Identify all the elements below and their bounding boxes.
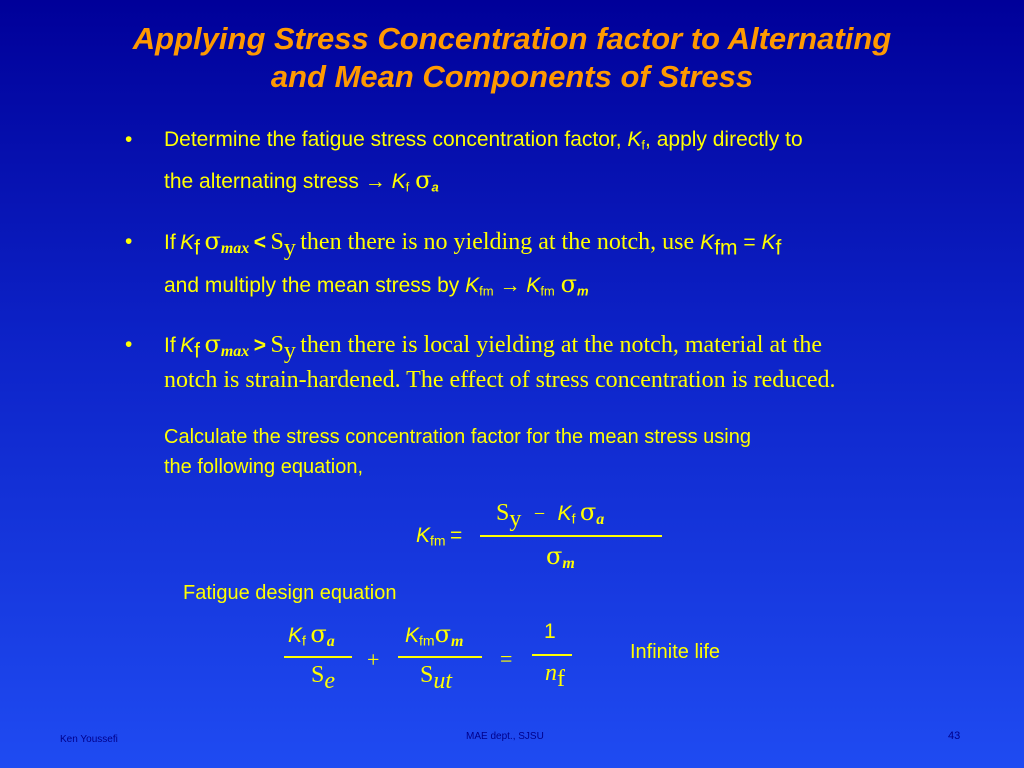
sigma-sub: a [431, 179, 439, 195]
eq1-numerator [496, 498, 605, 532]
n-sub: f [557, 666, 565, 692]
kf-sub: f [302, 632, 306, 649]
bullet-2-line-2 [164, 270, 589, 298]
sigma-symbol: σ [434, 620, 451, 648]
eq2-term1-bar [284, 656, 352, 658]
equals: = [450, 524, 463, 547]
equals-sign: = [500, 646, 513, 671]
calc-line-2: the following equation, [164, 456, 364, 478]
sigma-symbol: σ [579, 498, 597, 526]
sigma-symbol: σ [204, 330, 221, 358]
bullet-3-text: then there is local yielding at the notch, material at the [300, 332, 823, 358]
kfm-var: K [405, 624, 420, 647]
n-var: n [545, 660, 557, 686]
sigma-sub: m [562, 555, 575, 572]
arrow: → [493, 274, 527, 297]
kf-sub: f [571, 510, 576, 527]
slide-title [0, 20, 1024, 96]
bullet-marker-2: • [125, 230, 133, 253]
kfm-var: K [416, 524, 431, 547]
footer-author: Ken Youssefi [60, 734, 118, 745]
equals: = [737, 231, 762, 254]
k-sub: f [641, 137, 646, 153]
bullet-1-tail: , apply directly to [645, 128, 803, 151]
bullet-2-line-1 [164, 227, 782, 261]
rhs-numerator: 1 [544, 620, 556, 643]
eq2-rhs-bar [532, 654, 572, 656]
if-label: If [164, 334, 176, 357]
sigma-symbol: σ [546, 542, 563, 570]
k-sub: f [194, 339, 200, 363]
bullet-1-line-2 [164, 166, 439, 194]
minus: − [533, 503, 546, 525]
k-sub: f [405, 179, 410, 195]
k-var: K [180, 231, 195, 254]
sigma-symbol: σ [415, 166, 432, 194]
kf-sub: f [775, 236, 782, 260]
kfm-var: K [526, 274, 541, 297]
sut-var: S [420, 662, 434, 688]
infinite-life-label: Infinite life [630, 641, 721, 663]
bullet-2-line-2-text: and multiply the mean stress by [164, 274, 466, 297]
bullet-2-text: then there is no yielding at the notch, use [300, 229, 701, 255]
sigma-symbol: σ [560, 270, 578, 298]
title-line-2: and Mean Components of Stress [270, 59, 754, 94]
bullet-1-line-1 [164, 128, 803, 152]
title-line-1: Applying Stress Concentration factor to Alternating [132, 21, 892, 56]
eq2-term2-numerator [405, 620, 463, 648]
footer-dept: MAE dept., SJSU [466, 731, 544, 742]
eq1-fraction-bar [480, 535, 662, 537]
kfm-var: K [465, 274, 480, 297]
eq2-term2-bar [398, 656, 482, 658]
sigma-symbol: σ [310, 620, 327, 648]
sy-var: S [270, 229, 284, 255]
bullet-marker-1: • [125, 128, 133, 151]
se-var: S [311, 662, 325, 688]
kf-var: K [288, 624, 303, 647]
less-than: < [253, 231, 266, 254]
sy-sub: y [283, 235, 296, 261]
se-sub: e [324, 668, 336, 694]
bullet-1-line-2-text: the alternating stress → [164, 170, 392, 193]
k-var: K [627, 128, 642, 151]
page-number: 43 [948, 730, 961, 742]
k-sub: f [194, 236, 200, 260]
eq2-term2-denominator [420, 662, 453, 694]
bullet-1-text: Determine the fatigue stress concentration factor, [164, 128, 628, 151]
sy-sub: y [509, 506, 522, 532]
greater-than: > [253, 334, 266, 357]
sigma-sub: m [450, 633, 464, 650]
plus-sign: + [367, 647, 380, 672]
kfm-sub: fm [540, 283, 555, 299]
bullet-marker-3: • [125, 333, 133, 356]
fatigue-label: Fatigue design equation [183, 582, 397, 604]
sigma-sub: max [220, 240, 250, 257]
kf-var: K [761, 231, 776, 254]
kfm-var: K [700, 231, 715, 254]
k-var: K [391, 170, 406, 193]
sigma-symbol: σ [204, 227, 221, 255]
eq2-term1-denominator [311, 662, 336, 694]
if-label: If [164, 231, 176, 254]
sy-var: S [270, 332, 284, 358]
eq2-term1-numerator [288, 620, 335, 648]
calc-line-1: Calculate the stress concentration factor for the mean stress using [164, 426, 751, 448]
sigma-sub: a [326, 633, 335, 650]
sigma-sub: m [577, 283, 589, 299]
eq1-lhs [416, 524, 462, 548]
k-var: K [180, 334, 195, 357]
eq1-denominator [546, 542, 575, 570]
sigma-sub: a [596, 511, 605, 528]
kfm-sub: fm [419, 632, 435, 649]
bullet-3-line-1 [164, 330, 823, 364]
bullet-3-line-2: notch is strain-hardened. The effect of stress concentration is reduced. [164, 367, 836, 393]
kfm-sub: fm [430, 532, 446, 549]
kfm-sub: fm [479, 283, 494, 299]
sy-sub: y [283, 338, 296, 364]
sigma-sub: max [220, 343, 250, 360]
rhs-denominator [545, 660, 565, 692]
sy-var: S [496, 500, 510, 526]
sut-sub: ut [433, 668, 453, 694]
kf-var: K [557, 502, 572, 525]
kfm-sub: fm [714, 236, 738, 260]
